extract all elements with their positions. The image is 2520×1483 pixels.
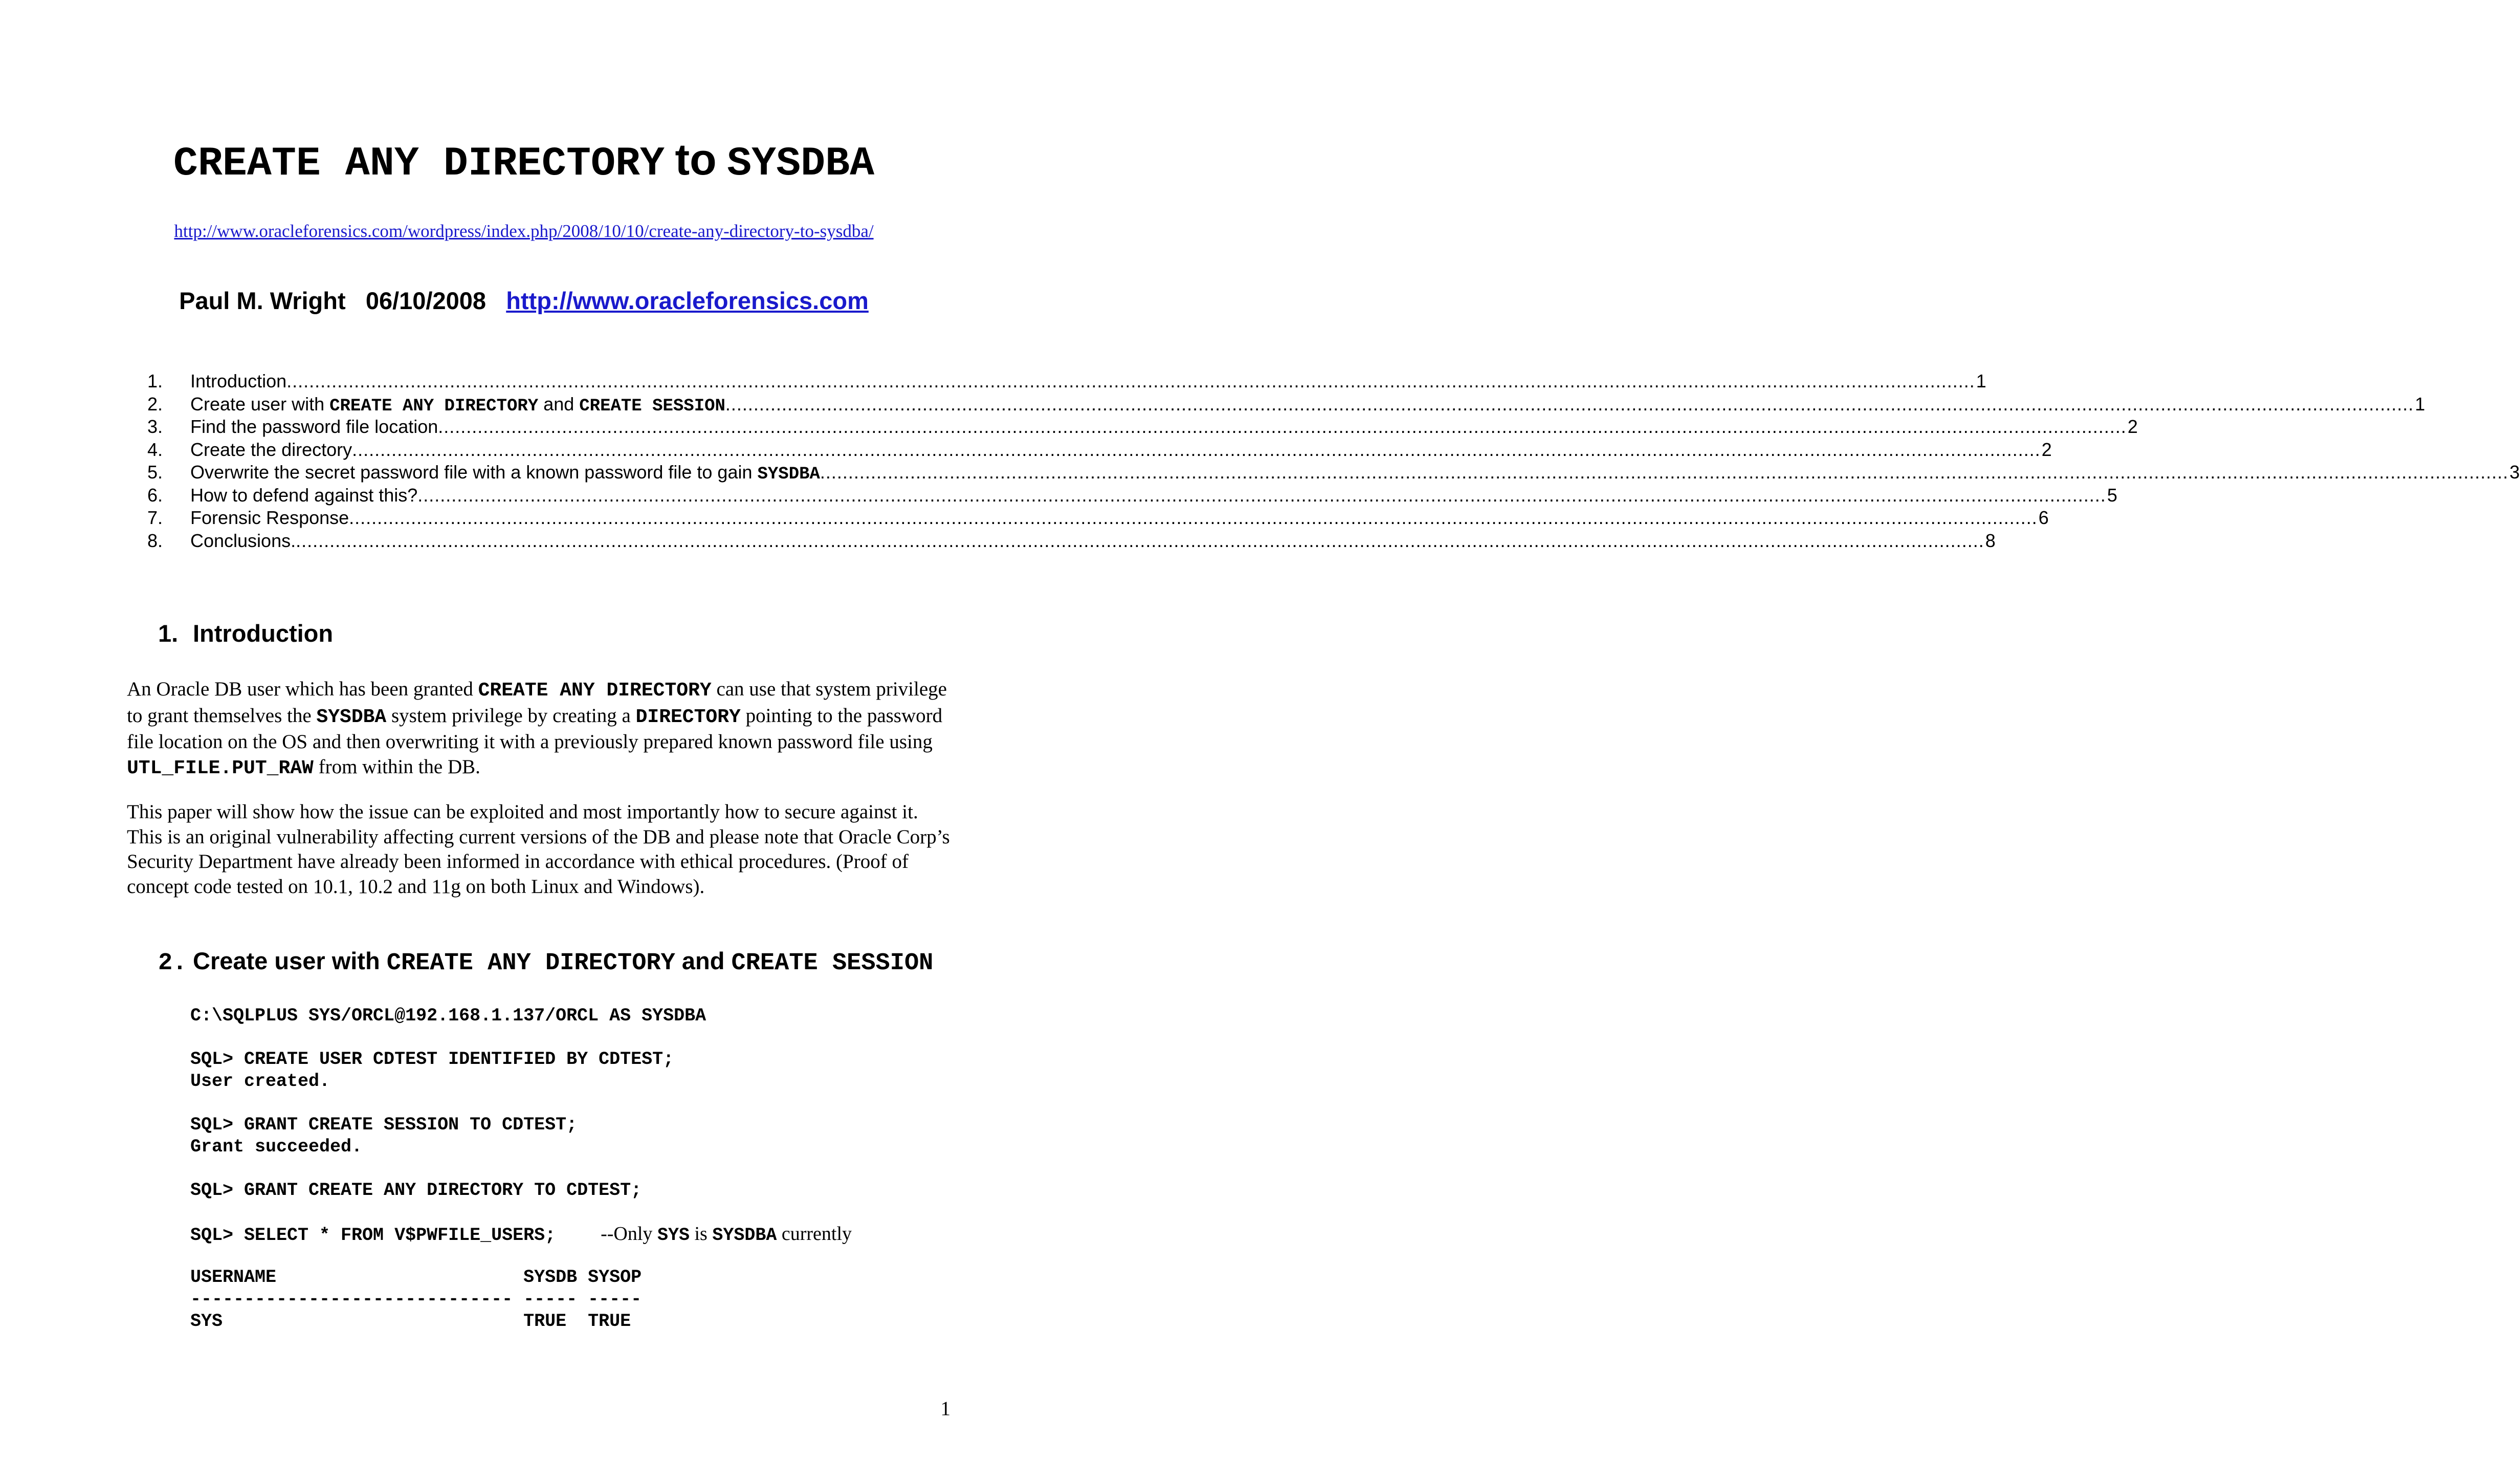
toc-entry-number: 7. <box>147 507 163 528</box>
toc-entry-number: 6. <box>147 484 163 506</box>
text-run: An Oracle DB user which has been granted <box>127 678 478 700</box>
document-title <box>0 134 1048 190</box>
text-run: from within the DB. <box>313 755 480 778</box>
toc-entry-number: 8. <box>147 530 163 551</box>
section-1-title: Introduction <box>193 620 334 647</box>
text-run: Create the directory <box>190 439 352 460</box>
toc-entry[interactable] <box>147 370 1986 394</box>
toc-dot-leader: ............................................................................................................................................................................................................................................................................................................ <box>820 462 2509 483</box>
toc-dot-leader: ............................................................................................................................................................................................................................................................................................................ <box>296 530 1984 551</box>
sql-code-block <box>190 1005 852 1333</box>
toc-entry[interactable] <box>147 507 2049 530</box>
code-term: DIRECTORY <box>635 706 741 728</box>
result-row: SYS TRUE TRUE <box>190 1311 631 1332</box>
code-term: CREATE ANY DIRECTORY <box>478 680 712 702</box>
text-run: pointing to the password file location on the OS and then overwriting it with a previously prepared known password file using <box>127 704 943 753</box>
title-part-1: CREATE ANY DIRECTORY <box>173 141 665 187</box>
code-line: C:\SQLPLUS SYS/ORCL@192.168.1.137/ORCL AS SYSDBA <box>190 1006 706 1026</box>
text-run: Forensic Response <box>190 507 349 528</box>
source-url-line <box>0 221 1048 242</box>
text-run: Create user with <box>190 393 330 415</box>
toc-entry-number: 1. <box>147 370 163 391</box>
section-2-number: 2. <box>158 950 187 977</box>
text-run: and <box>538 393 580 415</box>
title-part-2: to <box>675 135 717 184</box>
toc-entry-page: 5 <box>2107 484 2117 506</box>
toc-entry[interactable] <box>147 416 2138 439</box>
text-run: Overwrite the secret password file with a known password file to gain <box>190 462 758 483</box>
section-2-title <box>193 947 934 977</box>
table-of-contents <box>147 370 2520 553</box>
source-url-link[interactable]: http://www.oracleforensics.com/wordpress/index.php/2008/10/10/create-any-directory-to-sysdba/ <box>174 221 874 241</box>
page-number: 1 <box>940 1398 950 1420</box>
text-run: Conclusions. <box>190 530 296 551</box>
toc-entry-title <box>190 507 349 529</box>
toc-entry[interactable] <box>147 393 2425 417</box>
code-line: User created. <box>190 1071 330 1092</box>
toc-dot-leader: ............................................................................................................................................................................................................................................................................................................ <box>438 416 2127 437</box>
result-header: USERNAME SYSDB SYSOP <box>190 1267 642 1288</box>
intro-paragraph-2: This paper will show how the issue can be exploited and most importantly how to secure against it. This is an original vulnerability affecting current versions of the DB and please note that Oracle Corp’s Security Department have already been informed in accordance with ethical procedures. (Proof of concept code tested on 10.1, 10.2 and 11g on both Linux and Windows). <box>127 801 950 898</box>
code-term: SYSDBA <box>316 706 387 728</box>
toc-entry-page: 1 <box>1976 370 1986 391</box>
toc-dot-leader: ............................................................................................................................................................................................................................................................................................................ <box>417 484 2106 506</box>
toc-entry-page: 6 <box>2038 507 2049 528</box>
result-separator: ------------------------------ ----- ----- <box>190 1289 642 1310</box>
toc-entry-number: 3. <box>147 416 163 437</box>
toc-dot-leader: ............................................................................................................................................................................................................................................................................................................ <box>725 393 2414 415</box>
toc-entry-title <box>190 416 438 438</box>
code-line: Grant succeeded. <box>190 1137 363 1157</box>
toc-entry-title <box>190 485 417 506</box>
toc-entry-page: 8 <box>1985 530 1996 551</box>
author-date: 06/10/2008 <box>365 287 487 314</box>
toc-entry-title <box>190 439 352 461</box>
code-line: SQL> GRANT CREATE ANY DIRECTORY TO CDTEST; <box>190 1180 642 1201</box>
author-line <box>0 287 1048 315</box>
code-line: SQL> CREATE USER CDTEST IDENTIFIED BY CDTEST; <box>190 1049 674 1070</box>
toc-entry[interactable] <box>147 530 1996 553</box>
toc-entry-title <box>190 462 820 484</box>
text-run: Introduction <box>190 370 287 391</box>
code-term: CREATE SESSION <box>731 950 934 977</box>
toc-entry-title <box>190 370 286 392</box>
code-term: SYSDBA <box>757 465 820 484</box>
code-term: CREATE SESSION <box>579 396 725 416</box>
toc-entry-title <box>190 394 725 416</box>
toc-entry-number: 4. <box>147 439 163 460</box>
intro-paragraph-1 <box>127 677 952 781</box>
title-part-3: SYSDBA <box>727 141 875 187</box>
text-run: Create user with <box>193 947 387 974</box>
toc-entry[interactable] <box>147 439 2052 462</box>
code-term: CREATE ANY DIRECTORY <box>386 950 675 977</box>
code-comment: --Only SYS is SYSDBA currently <box>601 1223 852 1246</box>
code-line: SQL> GRANT CREATE SESSION TO CDTEST; <box>190 1115 578 1135</box>
section-1-number: 1. <box>158 620 179 647</box>
text-run: can use that system privilege to grant themselves the <box>127 678 947 727</box>
code-term: CREATE ANY DIRECTORY <box>329 396 539 416</box>
toc-entry-number: 5. <box>147 462 163 483</box>
toc-dot-leader: ............................................................................................................................................................................................................................................................................................................ <box>352 439 2041 460</box>
code-term: UTL_FILE.PUT_RAW <box>127 757 314 779</box>
text-run: Find the password file location <box>190 416 438 437</box>
toc-entry[interactable] <box>147 462 2520 485</box>
toc-dot-leader: ............................................................................................................................................................................................................................................................................................................ <box>286 370 1975 391</box>
code-line-with-comment <box>190 1223 852 1245</box>
toc-entry[interactable] <box>147 484 2117 508</box>
code-statement: SQL> SELECT * FROM V$PWFILE_USERS; <box>190 1225 556 1246</box>
text-run: How to defend against this? <box>190 484 418 506</box>
text-run: and <box>675 947 732 974</box>
toc-dot-leader: ............................................................................................................................................................................................................................................................................................................ <box>349 507 2038 528</box>
toc-entry-page: 1 <box>2415 393 2425 415</box>
toc-entry-page: 3 <box>2509 462 2520 483</box>
toc-entry-page: 2 <box>2127 416 2138 437</box>
text-run: system privilege by creating a <box>386 704 636 727</box>
section-2-heading <box>158 947 933 977</box>
toc-entry-number: 2. <box>147 393 163 415</box>
toc-entry-title <box>190 530 296 552</box>
author-url-link[interactable]: http://www.oracleforensics.com <box>506 287 869 314</box>
author-name: Paul M. Wright <box>179 287 346 314</box>
section-1-heading <box>158 619 333 647</box>
toc-entry-page: 2 <box>2041 439 2052 460</box>
